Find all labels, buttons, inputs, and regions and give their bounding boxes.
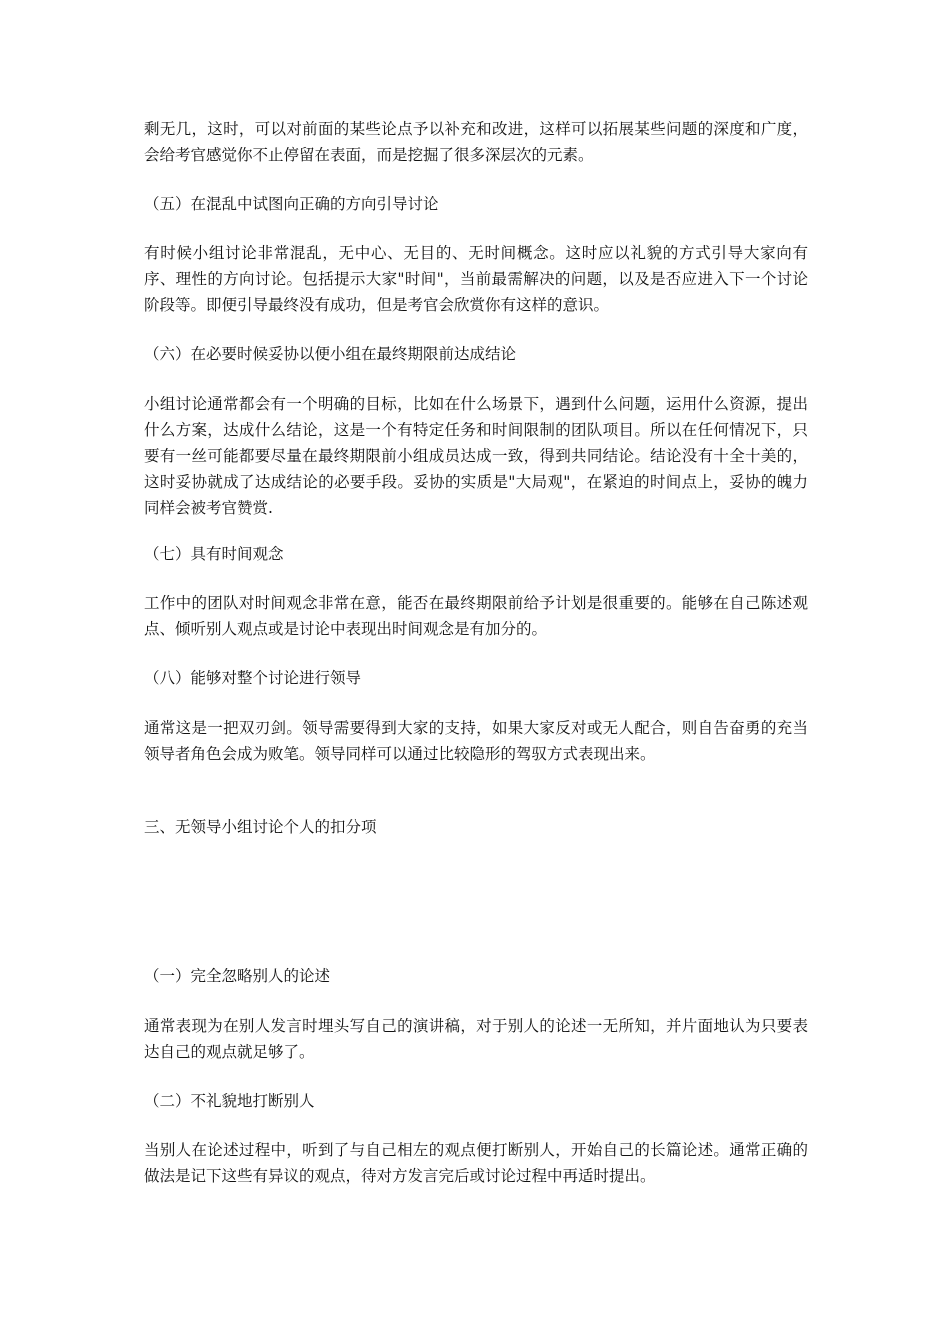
paragraph-time-awareness: 工作中的团队对时间观念非常在意，能否在最终期限前给予计划是很重要的。能够在自己陈述观点、倾听别人观点或是讨论中表现出时间观念是有加分的。 (144, 594, 808, 638)
paragraph-guide-discussion: 有时候小组讨论非常混乱，无中心、无目的、无时间概念。这时应以礼貌的方式引导大家向有序、理性的方向讨论。包括提示大家"时间"，当前最需解决的问题，以及是否应进入下一个讨论阶段等。即便引导最终没有成功，但是考官会欣赏你有这样的意识。 (144, 244, 808, 314)
paragraph-ignore-others: 通常表现为在别人发言时埋头写自己的演讲稿，对于别人的论述一无所知，并片面地认为只要表达自己的观点就足够了。 (144, 1017, 808, 1061)
heading-deduction-2: （二）不礼貌地打断别人 (144, 1092, 315, 1110)
section-title-deductions: 三、无领导小组讨论个人的扣分项 (144, 818, 377, 836)
heading-7: （七）具有时间观念 (144, 545, 284, 563)
paragraph-interrupt: 当别人在论述过程中，听到了与自己相左的观点便打断别人，开始自己的长篇论述。通常正确的做法是记下这些有异议的观点，待对方发言完后或讨论过程中再适时提出。 (144, 1141, 808, 1185)
paragraph-compromise: 小组讨论通常都会有一个明确的目标，比如在什么场景下，遇到什么问题，运用什么资源，提出什么方案，达成什么结论，这是一个有特定任务和时间限制的团队项目。所以在任何情况下，只要有一丝可能都要尽量在最终期限前小组成员达成一致，得到共同结论。结论没有十全十美的，这时妥协就成了达成结论的必要手段。妥协的实质是"大局观"，在紧迫的时间点上，妥协的魄力同样会被考官赞赏. (144, 395, 808, 517)
paragraph-leadership: 通常这是一把双刃剑。领导需要得到大家的支持，如果大家反对或无人配合，则自告奋勇的充当领导者角色会成为败笔。领导同样可以通过比较隐形的驾驭方式表现出来。 (144, 719, 808, 763)
heading-deduction-1: （一）完全忽略别人的论述 (144, 967, 331, 985)
heading-6: （六）在必要时候妥协以便小组在最终期限前达成结论 (144, 345, 517, 363)
paragraph-continuation: 剩无几，这时，可以对前面的某些论点予以补充和改进，这样可以拓展某些问题的深度和广度，会给考官感觉你不止停留在表面，而是挖掘了很多深层次的元素。 (144, 120, 808, 164)
heading-8: （八）能够对整个讨论进行领导 (144, 669, 362, 687)
heading-5: （五）在混乱中试图向正确的方向引导讨论 (144, 195, 439, 213)
